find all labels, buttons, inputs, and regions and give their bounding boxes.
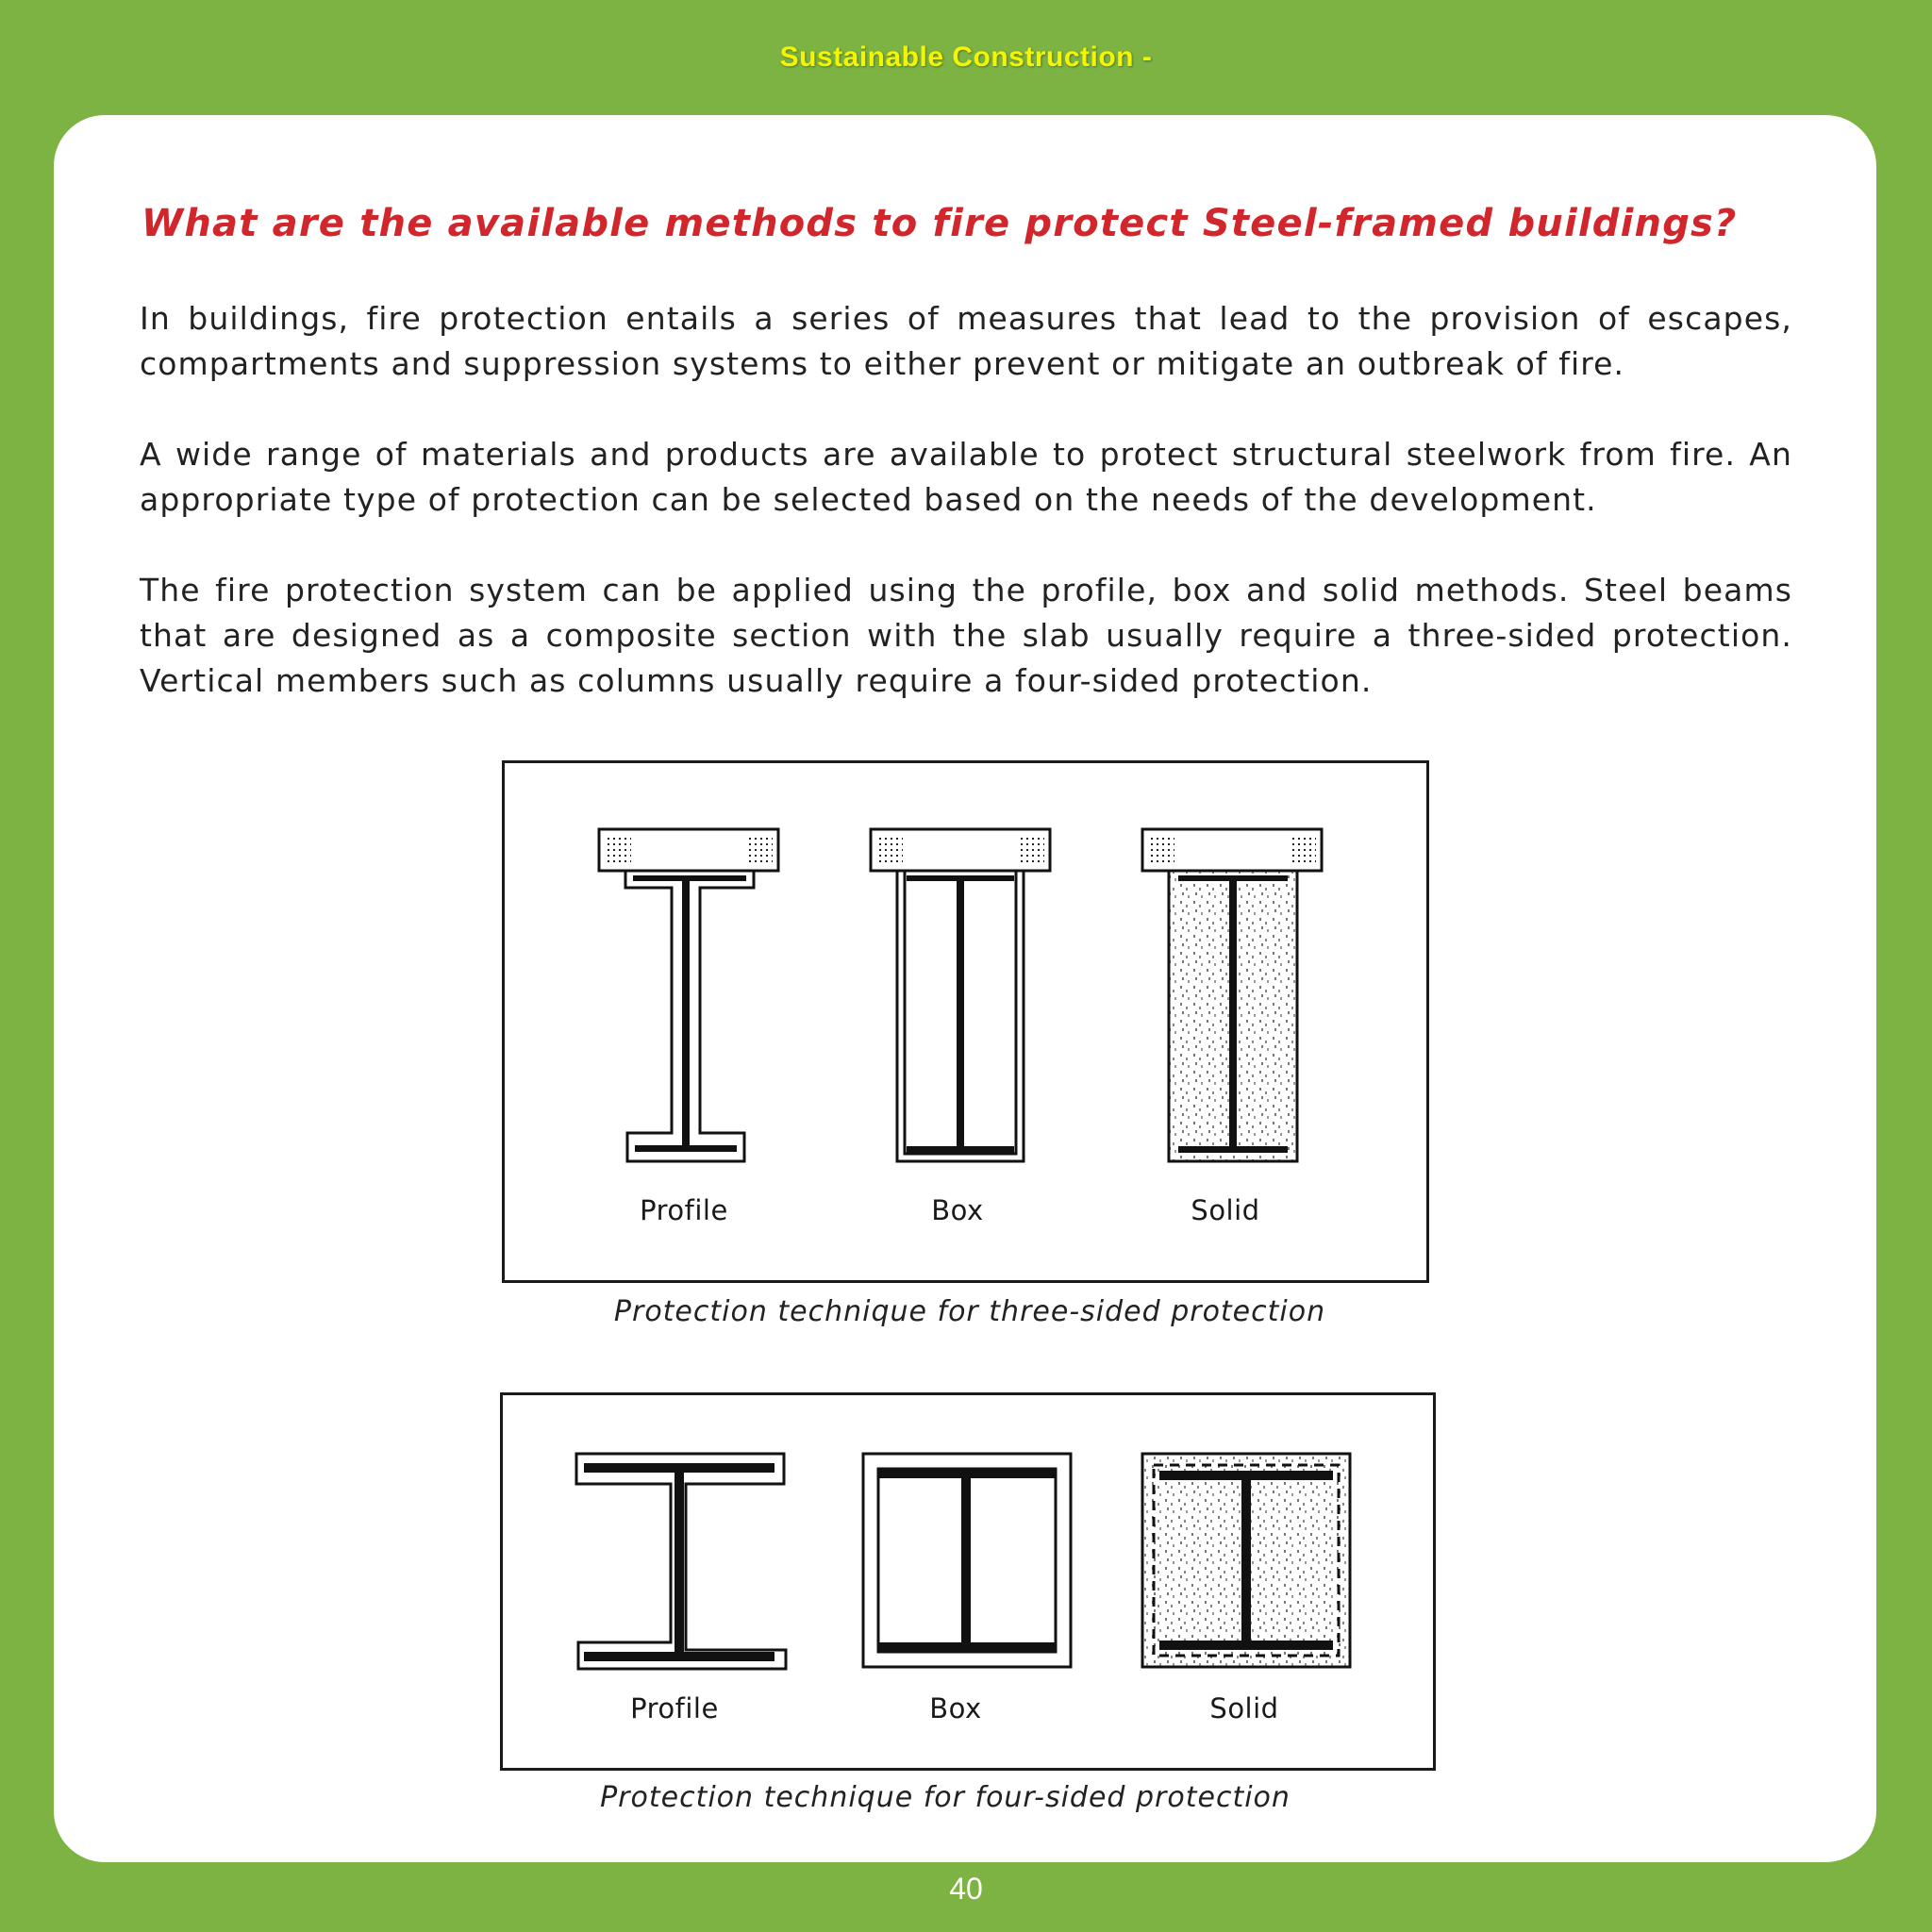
box-four-sided-section <box>863 1454 1071 1667</box>
solid-four-sided-section <box>1142 1454 1350 1667</box>
box-label-four-sided: Box <box>929 1692 982 1724</box>
box-label-three-sided: Box <box>931 1194 984 1226</box>
box-three-sided-section <box>871 829 1050 1161</box>
solid-three-sided-section <box>1142 829 1322 1161</box>
solid-label-four-sided: Solid <box>1209 1692 1279 1724</box>
running-header: Sustainable Construction - <box>779 42 1153 73</box>
four-sided-caption: Protection technique for four-sided protection <box>600 1781 1291 1814</box>
paragraph-3: The fire protection system can be applied using the profile, box and solid methods. Steel beams that are designed as a composite section with the slab usually require a three-sided protection. Vertical members such as columns usually require a four-sided protection. <box>140 572 1792 699</box>
page-number: 40 <box>949 1872 983 1906</box>
paragraph-1: In buildings, fire protection entails a series of measures that lead to the provision of escapes, compartments and suppression systems to either prevent or mitigate an outbreak of fire. <box>140 300 1792 382</box>
profile-three-sided-section <box>599 829 778 1161</box>
profile-label-three-sided: Profile <box>640 1194 728 1226</box>
profile-four-sided-section <box>576 1454 786 1669</box>
four-sided-figure <box>500 1392 1436 1771</box>
three-sided-figure <box>502 760 1429 1283</box>
profile-label-four-sided: Profile <box>630 1692 719 1724</box>
section-title: What are the available methods to fire protect Steel-framed buildings? <box>142 202 1738 245</box>
solid-label-three-sided: Solid <box>1191 1194 1260 1226</box>
three-sided-caption: Protection technique for three-sided protection <box>613 1295 1326 1328</box>
paragraph-2: A wide range of materials and products are available to protect structural steelwork from fire. An appropriate type of protection can be selected based on the needs of the development. <box>140 436 1792 518</box>
